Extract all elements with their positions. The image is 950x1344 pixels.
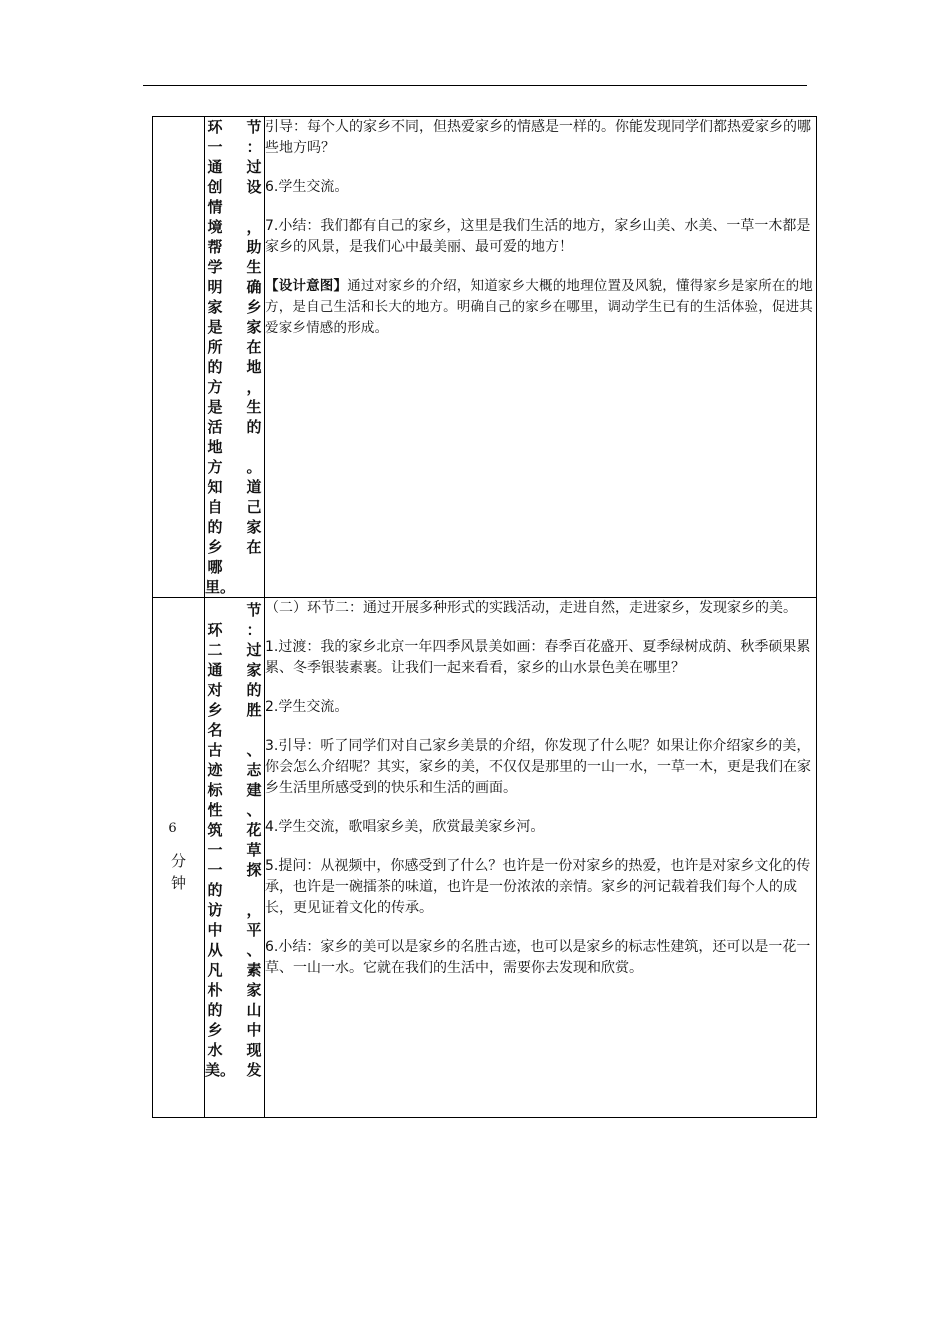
stage-glyph: 自 — [207, 498, 223, 516]
stage-glyph: ： — [246, 621, 262, 639]
design-intent-text: 通过对家乡的介绍，知道家乡大概的地理位置及风貌，懂得家乡是家所在的地方，是自己生活和长大的地方。明确自己的家乡在哪里，调动学生已有的生活体验，促进其爱家乡情感的形成。 — [265, 278, 814, 336]
paragraph: 1.过渡：我的家乡北京一年四季风景美如画：春季百花盛开、夏季绿树成荫、秋季硕果累累、冬季银装素裹。让我们一起来看看，家乡的山水景色美在哪里？ — [265, 639, 811, 676]
paragraph: 6.小结：家乡的美可以是家乡的名胜古迹，也可以是家乡的标志性建筑，还可以是一花一草、一山一水。它就在我们的生活中，需要你去发现和欣赏。 — [265, 939, 811, 976]
stage-glyph: 确 — [246, 278, 262, 296]
stage-glyph: 性 — [207, 801, 223, 819]
stage-glyph: 的 — [246, 681, 262, 699]
stage-glyph: 二 — [207, 641, 223, 659]
stage-glyph: 标 — [207, 781, 223, 799]
stage-glyph: 境 — [207, 218, 223, 236]
stage-column — [205, 620, 236, 1080]
time-cell — [153, 117, 205, 598]
table-row — [153, 598, 817, 1118]
stage-glyph: 访 — [207, 901, 223, 919]
stage-glyph: 过 — [246, 158, 262, 176]
stage-glyph: 通 — [207, 158, 223, 176]
design-intent — [265, 276, 816, 339]
stage-text — [205, 117, 264, 597]
stage-glyph: 平 — [246, 921, 262, 939]
paragraph: 7.小结：我们都有自己的家乡，这里是我们生活的地方，家乡山美、水美、一草一木都是家乡的风景，是我们心中最美丽、最可爱的地方！ — [265, 218, 811, 255]
paragraph: （二）环节二：通过开展多种形式的实践活动，走进自然，走进家乡，发现家乡的美。 — [265, 600, 797, 616]
stage-glyph: 美。 — [205, 1061, 236, 1079]
stage-column — [244, 117, 264, 597]
stage-glyph: 所 — [207, 338, 223, 356]
stage-glyph: 方 — [207, 378, 223, 396]
stage-glyph: 乡 — [207, 1021, 223, 1039]
time-number: 6 — [168, 821, 177, 836]
stage-glyph — [244, 197, 264, 217]
stage-glyph: ： — [246, 138, 262, 156]
paragraph: 5.提问：从视频中，你感受到了什么？也许是一份对家乡的热爱，也许是对家乡文化的传承，也许是一碗擂茶的味道，也许是一份浓浓的亲情。家乡的河记载着我们每个人的成长，更见证着文化的传承。 — [265, 858, 811, 916]
stage-glyph: 助 — [246, 238, 262, 256]
paragraph: 2.学生交流。 — [265, 699, 349, 715]
stage-glyph: ， — [246, 901, 262, 919]
stage-glyph: 中 — [246, 1021, 262, 1039]
stage-glyph: 道 — [246, 478, 262, 496]
stage-glyph: 是 — [207, 318, 223, 336]
stage-glyph: 一 — [207, 138, 223, 156]
stage-text — [205, 601, 264, 1080]
time-unit: 钟 — [170, 874, 186, 892]
lesson-plan-table — [152, 116, 817, 1118]
stage-glyph: 山 — [246, 1001, 262, 1019]
stage-glyph: 凡 — [207, 961, 223, 979]
stage-glyph: 在 — [246, 538, 262, 556]
stage-glyph: ， — [246, 378, 262, 396]
stage-glyph: 的 — [207, 881, 223, 899]
stage-column — [205, 117, 236, 597]
stage-glyph: 乡 — [207, 538, 223, 556]
stage-glyph: 的 — [207, 1001, 223, 1019]
paragraph: 引导：每个人的家乡不同，但热爱家乡的情感是一样的。你能发现同学们都热爱家乡的哪些地方吗？ — [265, 119, 811, 156]
stage-glyph: 节 — [246, 118, 262, 136]
stage-glyph: 筑 — [207, 821, 223, 839]
stage-glyph: 乡 — [207, 701, 223, 719]
stage-glyph: 节 — [246, 601, 262, 619]
stage-glyph: 迹 — [207, 761, 223, 779]
stage-glyph: 胜 — [246, 701, 262, 719]
content-cell — [265, 598, 817, 1118]
stage-glyph: 家 — [246, 318, 262, 336]
paragraph: 3.引导：听了同学们对自己家乡美景的介绍，你发现了什么呢？如果让你介绍家乡的美，你会怎么介绍呢？其实，家乡的美，不仅仅是那里的一山一水，一草一木，更是我们在家乡生活里所感受到的快乐和生活的画面。 — [265, 738, 811, 796]
stage-glyph: 家 — [207, 298, 223, 316]
stage-glyph — [244, 880, 264, 900]
stage-glyph: 通 — [207, 661, 223, 679]
stage-glyph: 情 — [207, 198, 223, 216]
stage-glyph: 中 — [207, 921, 223, 939]
stage-glyph: 建 — [246, 781, 262, 799]
stage-glyph: 是 — [207, 398, 223, 416]
stage-glyph: 、 — [246, 741, 262, 759]
stage-glyph: 环 — [207, 118, 223, 136]
time-unit: 分 — [170, 852, 186, 870]
design-intent-label: 【设计意图】 — [265, 278, 348, 294]
stage-glyph: 一 — [207, 841, 223, 859]
stage-glyph: 过 — [246, 641, 262, 659]
paragraph: 6.学生交流。 — [265, 179, 349, 195]
stage-glyph: 的 — [246, 418, 262, 436]
stage-glyph: 生 — [246, 398, 262, 416]
stage-glyph: 明 — [207, 278, 223, 296]
stage-glyph: 的 — [207, 358, 223, 376]
stage-glyph: 从 — [207, 941, 223, 959]
time-cell — [153, 598, 205, 1118]
stage-glyph: 一 — [207, 861, 223, 879]
stage-glyph: 生 — [246, 258, 262, 276]
stage-glyph: 水 — [207, 1041, 223, 1059]
stage-glyph: 家 — [246, 981, 262, 999]
stage-glyph: 哪 — [207, 558, 223, 576]
stage-glyph: 古 — [207, 741, 223, 759]
stage-glyph: 家 — [246, 518, 262, 536]
stage-glyph: 地 — [207, 438, 223, 456]
stage-column — [244, 600, 264, 1080]
stage-glyph: 草 — [246, 841, 262, 859]
stage-glyph: 对 — [207, 681, 223, 699]
header-rule — [143, 85, 807, 86]
stage-glyph: 设 — [246, 178, 262, 196]
stage-glyph — [244, 720, 264, 740]
stage-glyph: 在 — [246, 338, 262, 356]
stage-glyph: 乡 — [246, 298, 262, 316]
stage-glyph: 志 — [246, 761, 262, 779]
stage-glyph: 名 — [207, 721, 223, 739]
stage-cell — [205, 598, 265, 1118]
stage-glyph: 环 — [207, 621, 223, 639]
stage-glyph: 方 — [207, 458, 223, 476]
stage-glyph — [244, 437, 264, 457]
stage-glyph: 素 — [246, 961, 262, 979]
stage-glyph: 、 — [246, 941, 262, 959]
stage-glyph: 的 — [207, 518, 223, 536]
stage-glyph: 地 — [246, 358, 262, 376]
stage-glyph: 现 — [246, 1041, 262, 1059]
table-row — [153, 117, 817, 598]
stage-cell — [205, 117, 265, 598]
stage-glyph: 。 — [246, 458, 262, 476]
stage-glyph: 己 — [246, 498, 262, 516]
stage-glyph: ， — [246, 218, 262, 236]
stage-glyph: 里。 — [205, 578, 236, 596]
stage-glyph: 帮 — [207, 238, 223, 256]
paragraph: 4.学生交流，歌唱家乡美，欣赏最美家乡河。 — [265, 819, 545, 835]
stage-glyph: 发 — [246, 1061, 262, 1079]
stage-glyph: 、 — [246, 801, 262, 819]
stage-glyph: 知 — [207, 478, 223, 496]
content-cell — [265, 117, 817, 598]
stage-glyph: 探 — [246, 861, 262, 879]
stage-glyph: 学 — [207, 258, 223, 276]
stage-glyph: 家 — [246, 661, 262, 679]
stage-glyph: 创 — [207, 178, 223, 196]
stage-glyph: 活 — [207, 418, 223, 436]
stage-glyph: 朴 — [207, 981, 223, 999]
stage-glyph: 花 — [246, 821, 262, 839]
